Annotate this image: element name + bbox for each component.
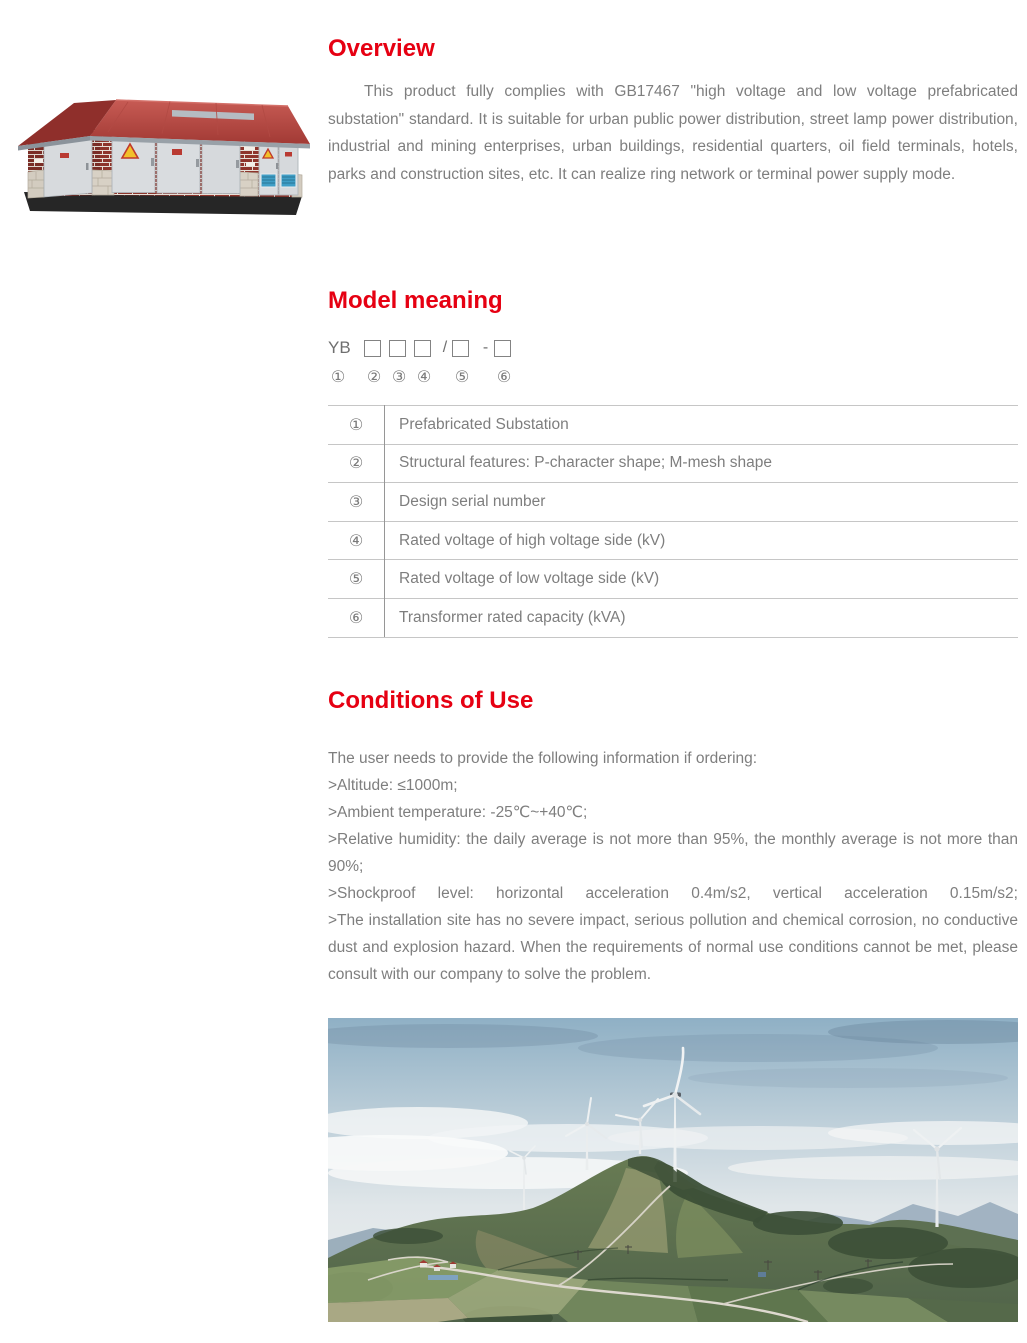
model-placeholder-box <box>494 340 511 357</box>
row-number: ① <box>328 406 385 445</box>
digit-4: ④ <box>416 369 432 386</box>
table-row <box>328 483 1018 522</box>
conditions-line: The user needs to provide the following information if ordering: <box>328 750 758 767</box>
overview-title: Overview <box>328 35 435 62</box>
digit-1: ① <box>330 369 346 386</box>
table-row <box>328 521 1018 560</box>
row-description: Structural features: P-character shape; M-mesh shape <box>385 444 1019 483</box>
row-number: ⑥ <box>328 598 385 637</box>
conditions-section <box>328 688 1018 988</box>
overview-section <box>328 36 1018 188</box>
row-description: Design serial number <box>385 483 1019 522</box>
model-placeholder-box <box>389 340 406 357</box>
digit-5: ⑤ <box>454 369 470 386</box>
overview-paragraph: This product fully complies with GB17467 "high voltage and low voltage prefabricated substation" standard. It is suitable for urban public power distribution, street lamp power distribution, industrial and mining enterprises, urban buildings, residential quarters, oil field terminals, hotels, parks and construction sites, etc. It can realize ring network or terminal power supply mode. <box>328 83 1018 183</box>
model-slash: / <box>442 339 448 356</box>
row-description: Prefabricated Substation <box>385 406 1019 445</box>
table-row <box>328 444 1018 483</box>
row-number: ③ <box>328 483 385 522</box>
substation-product-image <box>12 46 310 218</box>
digit-3: ③ <box>391 369 407 386</box>
wind-farm-illustration <box>328 1018 1018 1322</box>
row-number: ⑤ <box>328 560 385 599</box>
row-description: Rated voltage of low voltage side (kV) <box>385 560 1019 599</box>
model-placeholder-box <box>364 340 381 357</box>
conditions-line: >The installation site has no severe impact, serious pollution and chemical corrosion, no conductive dust and explosion hazard. When the requirements of normal use conditions cannot be met, please consult with our company to solve the problem. <box>328 912 1018 983</box>
model-placeholder-box <box>414 340 431 357</box>
row-description: Transformer rated capacity (kVA) <box>385 598 1019 637</box>
door-nameplate <box>172 149 182 155</box>
model-placeholder-box <box>452 340 469 357</box>
conditions-text <box>328 745 1018 988</box>
model-meaning-title: Model meaning <box>328 287 503 314</box>
door-nameplate <box>60 153 69 158</box>
substation-roof <box>18 100 310 151</box>
row-number: ④ <box>328 521 385 560</box>
door-nameplate <box>285 152 292 157</box>
digit-2: ② <box>366 369 382 386</box>
wind-farm-photo <box>328 1018 1018 1322</box>
row-number: ② <box>328 444 385 483</box>
model-prefix: YB <box>328 338 351 357</box>
model-meaning-table <box>328 405 1018 638</box>
model-code-row <box>328 338 1018 358</box>
table-row <box>328 598 1018 637</box>
digit-6: ⑥ <box>496 369 512 386</box>
conditions-title: Conditions of Use <box>328 687 534 714</box>
conditions-line: >Relative humidity: the daily average is not more than 95%, the monthly average is not more than 90%; <box>328 831 1018 875</box>
table-row <box>328 406 1018 445</box>
model-digit-row <box>328 367 1018 387</box>
conditions-line: >Altitude: ≤1000m; <box>328 777 458 794</box>
substation-illustration <box>12 46 310 218</box>
conditions-line: >Shockproof level: horizontal acceleration 0.4m/s2, vertical acceleration 0.15m/s2; <box>328 885 1018 902</box>
table-row <box>328 560 1018 599</box>
model-meaning-section <box>328 288 1018 638</box>
conditions-line: >Ambient temperature: -25℃~+40℃; <box>328 804 588 821</box>
model-dash: - <box>482 339 489 356</box>
row-description: Rated voltage of high voltage side (kV) <box>385 521 1019 560</box>
